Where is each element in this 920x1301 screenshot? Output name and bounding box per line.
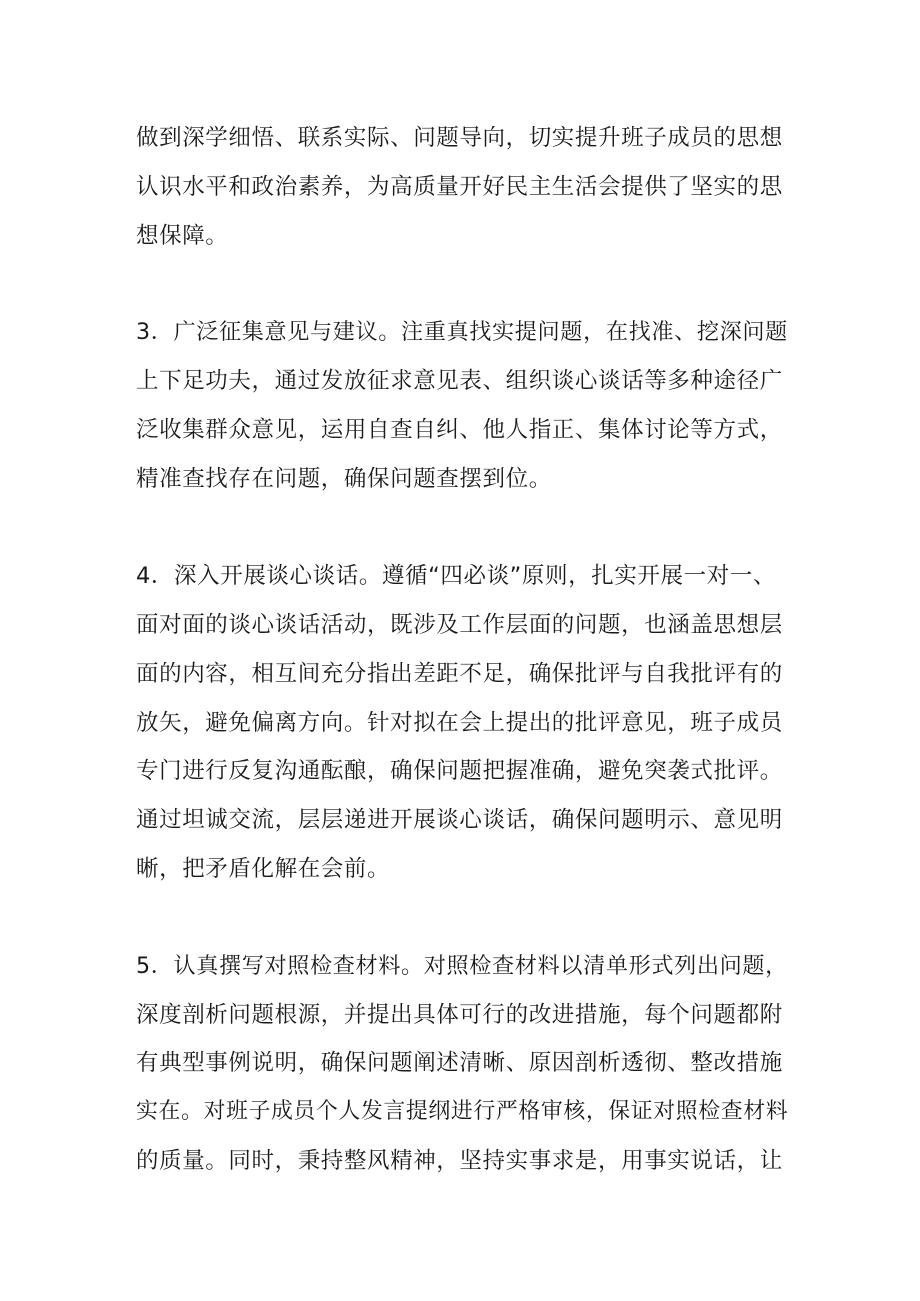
text-line: 认识水平和政治素养，为高质量开好民主生活会提供了坚实的思 bbox=[136, 174, 783, 200]
text-line: 上下足功夫，通过发放征求意见表、组织谈心谈话等多种途径广 bbox=[136, 368, 783, 394]
text-line: 想保障。 bbox=[136, 223, 229, 249]
text-line: 晰，把矛盾化解在会前。 bbox=[136, 856, 391, 882]
text-line: 放矢，避免偏离方向。针对拟在会上提出的批评意见，班子成员 bbox=[136, 710, 783, 736]
text-line: 精准查找存在问题，确保问题查摆到位。 bbox=[136, 466, 552, 492]
text-line: 3．广泛征集意见与建议。注重真找实提问题，在找准、挖深问题 bbox=[136, 319, 788, 345]
text-line: 实在。对班子成员个人发言提纲进行严格审核，保证对照检查材料 bbox=[136, 1099, 789, 1124]
text-line: 面的内容，相互间充分指出差距不足，确保批评与自我批评有的 bbox=[136, 661, 783, 687]
text-line: 面对面的谈心谈话活动，既涉及工作层面的问题，也涵盖思想层 bbox=[136, 612, 783, 638]
text-line: 5．认真撰写对照检查材料。对照检查材料以清单形式列出问题， bbox=[136, 953, 788, 979]
text-line: 做到深学细悟、联系实际、问题导向，切实提升班子成员的思想 bbox=[136, 125, 783, 151]
text-line: 专门进行反复沟通酝酿，确保问题把握准确，避免突袭式批评。 bbox=[136, 758, 783, 784]
text-line: 泛收集群众意见，运用自查自纠、他人指正、集体讨论等方式， bbox=[136, 417, 783, 443]
text-line: 深度剖析问题根源，并提出具体可行的改进措施，每个问题都附 bbox=[136, 1002, 783, 1028]
text-line: 有典型事例说明，确保问题阐述清晰、原因剖析透彻、整改措施 bbox=[136, 1050, 783, 1076]
text-line: 通过坦诚交流，层层递进开展谈心谈话，确保问题明示、意见明 bbox=[136, 807, 783, 833]
text-line: 的质量。同时，秉持整风精神，坚持实事求是，用事实说话，让 bbox=[136, 1148, 783, 1174]
text-line: 4．深入开展谈心谈话。遵循“四必谈”原则，扎实开展一对一、 bbox=[136, 563, 777, 589]
